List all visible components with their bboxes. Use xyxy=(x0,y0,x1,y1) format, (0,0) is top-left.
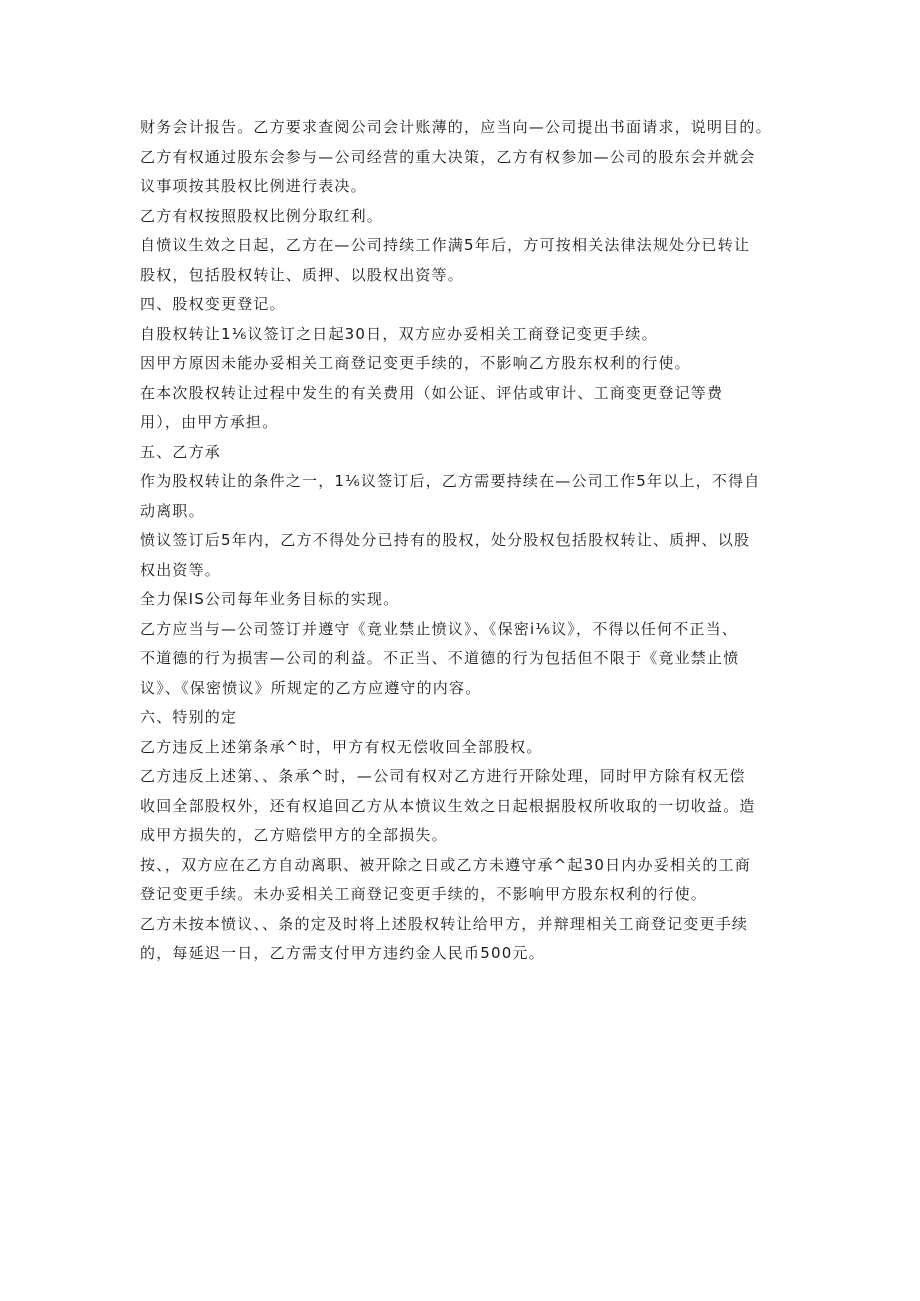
text-line: 用），由甲方承担。 xyxy=(140,413,279,431)
text-line: 五、乙方承 xyxy=(140,442,222,461)
paragraph-breach-dismissal xyxy=(140,762,790,851)
paragraph-deregistration xyxy=(140,851,790,910)
text-line: 股权，包括股权转让、质押、以股权出资等。 xyxy=(140,265,465,284)
text-line: 收回全部股权外，还有权追回乙方从本愤议生效之日起根据股权所收取的一切收益。造 xyxy=(140,796,756,815)
paragraph-dividends xyxy=(140,202,790,232)
text-line: 乙方有权通过股东会参与—公司经营的重大决策，乙方有权参加—公司的股东会并就会 xyxy=(140,147,756,166)
paragraph-transfer-fees xyxy=(140,379,790,438)
paragraph-financial-report xyxy=(140,113,790,143)
text-line: 财务会计报告。乙方要求查阅公司会计账薄的，应当向—公司提出书面请求，说明目的。 xyxy=(140,118,772,136)
text-line: 乙方有权按照股权比例分取红利。 xyxy=(140,206,384,225)
text-line: 动离职。 xyxy=(140,501,205,520)
paragraph-holding-restriction xyxy=(140,526,790,585)
paragraph-penalty xyxy=(140,910,790,969)
paragraph-registration-failure xyxy=(140,349,790,379)
paragraph-disposal-restriction xyxy=(140,231,790,290)
section-heading-4 xyxy=(140,290,790,320)
text-line: 的，每延迟一日，乙方需支付甲方违约金人民币500元。 xyxy=(140,944,545,962)
section-heading-5 xyxy=(140,438,790,468)
paragraph-business-goals xyxy=(140,585,790,615)
text-line: 乙方未按本愤议、、条的定及时将上述股权转让给甲方，并辩理相关工商登记变更手续 xyxy=(140,914,749,933)
text-line: 议》、《保密愤议》所规定的乙方应遵守的内容。 xyxy=(140,678,482,697)
text-line: 成甲方损失的，乙方赔偿甲方的全部损失。 xyxy=(140,826,448,844)
text-line: 作为股权转让的条件之一，1⅙议签订后，乙方需要持续在—公司工作5年以上，不得自 xyxy=(140,472,761,490)
paragraph-registration-deadline xyxy=(140,320,790,350)
text-line: 乙方违反上述第、、条承^时，—公司有权对乙方进行开除处理，同时甲方除有权无偿 xyxy=(140,767,746,785)
text-line: 因甲方原因未能办妥相关工商登记变更手续的，不影响乙方股东权利的行使。 xyxy=(140,354,691,372)
paragraph-employment-condition xyxy=(140,467,790,526)
text-line: 四、股权变更登记。 xyxy=(140,295,286,313)
text-line: 权出资等。 xyxy=(140,560,222,579)
text-line: 在本次股权转让过程中发生的有关费用（如公证、评估或审计、工商变更登记等费 xyxy=(140,383,724,402)
text-line: 登记变更手续。未办妥相关工商登记变更手续的，不影响甲方股东权利的行使。 xyxy=(140,885,708,903)
paragraph-breach-recovery xyxy=(140,733,790,763)
section-heading-6 xyxy=(140,703,790,733)
text-line: 乙方应当与—公司签订并遵守《竟业禁止愤议》、《保密i⅙议》，不得以任何不正当、 xyxy=(140,619,739,638)
text-line: 愤议签订后5年内，乙方不得处分已持有的股权，处分股权包括股权转让、质押、以股 xyxy=(140,531,751,549)
text-line: 议事项按其股权比例进行表决。 xyxy=(140,177,367,195)
paragraph-non-compete xyxy=(140,615,790,704)
text-line: 不道德的行为损害—公司的利益。不正当、不道德的行为包括但不限于《竟业禁止愤 xyxy=(140,649,740,667)
text-line: 乙方违反上述第条承^时，甲方有权无偿收回全部股权。 xyxy=(140,737,543,756)
text-line: 自股权转让1⅙议签订之日起30日，双方应办妥相关工商登记变更手续。 xyxy=(140,324,658,343)
text-line: 六、特别的定 xyxy=(140,708,238,726)
document-body xyxy=(140,113,790,969)
text-line: 全力保IS公司每年业务目标的实现。 xyxy=(140,590,400,608)
paragraph-shareholder-meeting xyxy=(140,143,790,202)
text-line: 自愤议生效之日起，乙方在—公司持续工作满5年后，方可按相关法律法规处分已转让 xyxy=(140,236,751,254)
text-line: 按、，双方应在乙方自动离职、被开除之日或乙方未遵守承^起30日内办妥相关的工商 xyxy=(140,855,751,874)
